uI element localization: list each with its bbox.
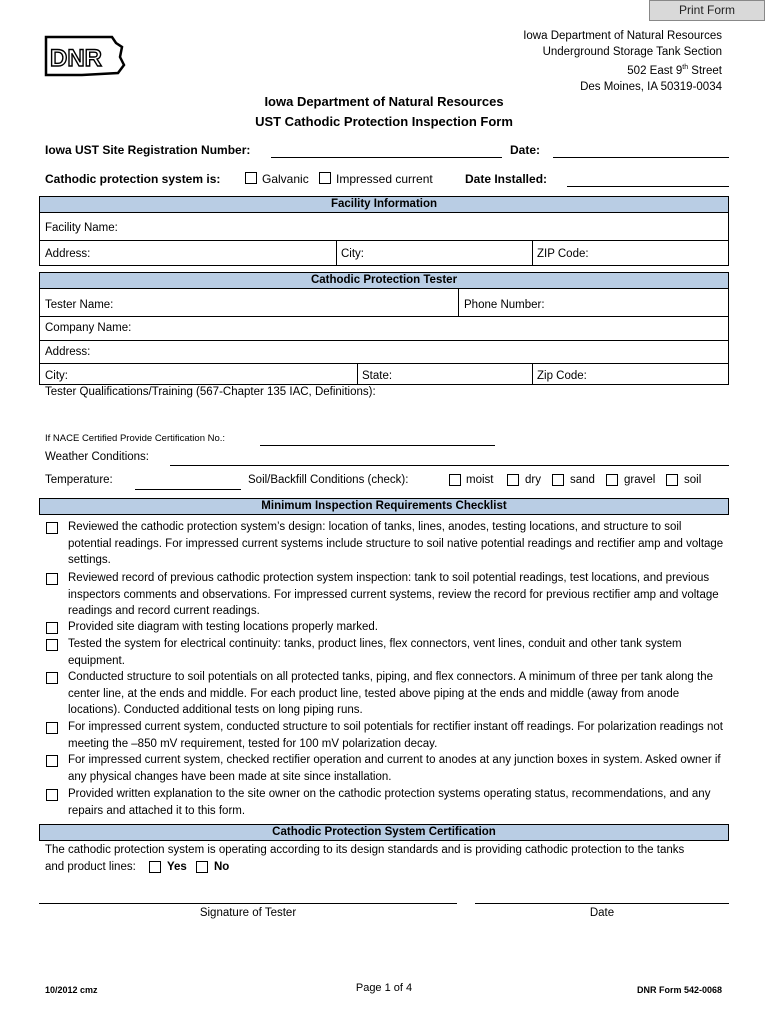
signature-field[interactable] xyxy=(39,903,457,904)
checklist-section-header: Minimum Inspection Requirements Checklist xyxy=(39,498,729,515)
impressed-current-label: Impressed current xyxy=(336,172,433,186)
date-label: Date: xyxy=(510,143,541,157)
date-installed-label: Date Installed: xyxy=(465,172,548,186)
checklist-item: Provided site diagram with testing locations properly marked. xyxy=(68,621,379,633)
gravel-checkbox[interactable] xyxy=(606,474,618,486)
divider xyxy=(39,340,729,341)
checklist-item: Reviewed record of previous cathodic protection system inspection: tank to soil potential readings, test locations, and previous inspectors comments and observations. For impressed current systems, review the record for previous rectifier amp and voltage readings and record current readings. xyxy=(68,572,719,617)
nace-field[interactable] xyxy=(260,445,495,446)
checklist-checkbox[interactable] xyxy=(46,755,58,767)
facility-zip-label: ZIP Code: xyxy=(537,248,589,260)
certification-section-header: Cathodic Protection System Certification xyxy=(39,824,729,841)
dry-label: dry xyxy=(525,474,541,486)
footer-form-number: DNR Form 542-0068 xyxy=(636,985,722,995)
tester-name-label: Tester Name: xyxy=(45,299,114,311)
registration-label: Iowa UST Site Registration Number: xyxy=(45,143,251,157)
date-installed-field[interactable] xyxy=(567,186,729,187)
address-line-1: Iowa Department of Natural Resources xyxy=(523,30,722,42)
checklist-item: For impressed current system, checked rectifier operation and current to anodes at any junction boxes in system. Asked owner if any physical changes have been made at site since installation. xyxy=(68,754,721,783)
temperature-label: Temperature: xyxy=(45,474,113,486)
date-field[interactable] xyxy=(553,157,729,158)
tester-address-label: Address: xyxy=(45,346,91,358)
dnr-logo xyxy=(42,33,126,79)
logo-text: DNR xyxy=(50,45,102,72)
address-line-4: Des Moines, IA 50319-0034 xyxy=(580,80,722,93)
weather-label: Weather Conditions: xyxy=(45,451,149,463)
temperature-field[interactable] xyxy=(135,489,241,490)
checklist-item: Conducted structure to soil potentials on all protected tanks, piping, and flex connectors. A minimum of three per tank along the center line, at the ends and middle. For each product line, tested above piping at the ends and middle (away from anode locations). Conducted additional tests on long piping runs. xyxy=(68,671,714,716)
divider xyxy=(532,240,533,266)
page-number: Page 1 of 4 xyxy=(355,982,413,994)
agency-address xyxy=(523,28,722,95)
tester-city-label: City: xyxy=(45,370,68,382)
no-checkbox[interactable] xyxy=(196,861,208,873)
tester-phone-label: Phone Number: xyxy=(464,299,545,311)
divider xyxy=(357,363,358,385)
checklist-item: Reviewed the cathodic protection system’s design: location of tanks, lines, anodes, testing locations, and structure to soil potential readings. For impressed current systems include structure to soil native potential readings and rectifier amp and voltage settings. xyxy=(68,521,724,566)
signature-date-field[interactable] xyxy=(475,903,729,904)
soil-label: Soil/Backfill Conditions (check): xyxy=(248,474,409,486)
form-title-line-1: Iowa Department of Natural Resources xyxy=(264,94,504,109)
checklist-checkbox[interactable] xyxy=(46,722,58,734)
tester-state-label: State: xyxy=(362,370,393,382)
sand-checkbox[interactable] xyxy=(552,474,564,486)
no-label: No xyxy=(214,861,230,873)
facility-section-header: Facility Information xyxy=(39,196,729,213)
tester-section-header: Cathodic Protection Tester xyxy=(39,272,729,289)
checklist-checkbox[interactable] xyxy=(46,622,58,634)
nace-label: If NACE Certified Provide Certification No.: xyxy=(45,433,226,444)
checklist-checkbox[interactable] xyxy=(46,639,58,651)
checklist-checkbox[interactable] xyxy=(46,789,58,801)
certification-statement-2: and product lines: xyxy=(45,861,136,873)
signature-date-label: Date xyxy=(589,907,615,919)
facility-city-label: City: xyxy=(341,248,364,260)
yes-checkbox[interactable] xyxy=(149,861,161,873)
divider xyxy=(39,316,729,317)
checklist-checkbox[interactable] xyxy=(46,573,58,585)
divider xyxy=(39,240,729,241)
checklist-item: For impressed current system, conducted structure to soil potentials for rectifier instant off readings. For polarization readings not meeting the –850 mV requirement, tested for 100 mV polarization decay. xyxy=(68,721,723,750)
divider xyxy=(532,363,533,385)
form-title-line-2: UST Cathodic Protection Inspection Form xyxy=(255,114,513,129)
address-line-3: 502 East 9th Street xyxy=(627,64,722,77)
soil-option-label: soil xyxy=(684,474,702,486)
facility-table xyxy=(39,212,729,266)
impressed-current-checkbox[interactable] xyxy=(319,172,331,184)
system-type-label: Cathodic protection system is: xyxy=(45,172,221,186)
gravel-label: gravel xyxy=(624,474,656,486)
soil-checkbox[interactable] xyxy=(666,474,678,486)
checklist-item: Tested the system for electrical continuity: tanks, product lines, flex connectors, vent lines, conduit and other tank system equipment. xyxy=(68,638,682,667)
moist-checkbox[interactable] xyxy=(449,474,461,486)
divider xyxy=(458,288,459,316)
address-line-2: Underground Storage Tank Section xyxy=(542,46,722,58)
checklist-item: Provided written explanation to the site owner on the cathodic protection systems operating status, recommendations, and any repairs and attached it to this form. xyxy=(68,788,711,817)
divider xyxy=(39,363,729,364)
sand-label: sand xyxy=(570,474,595,486)
checklist-checkbox[interactable] xyxy=(46,522,58,534)
tester-company-label: Company Name: xyxy=(45,322,132,334)
facility-name-label: Facility Name: xyxy=(45,222,118,234)
footer-revision: 10/2012 cmz xyxy=(45,985,98,995)
divider xyxy=(336,240,337,266)
yes-label: Yes xyxy=(167,861,187,873)
tester-zip-label: Zip Code: xyxy=(537,370,587,382)
registration-field[interactable] xyxy=(271,157,502,158)
qualifications-label: Tester Qualifications/Training (567-Chapter 135 IAC, Definitions): xyxy=(45,386,376,398)
checklist-checkbox[interactable] xyxy=(46,672,58,684)
moist-label: moist xyxy=(466,474,494,486)
weather-field[interactable] xyxy=(170,465,729,466)
dry-checkbox[interactable] xyxy=(507,474,519,486)
facility-address-label: Address: xyxy=(45,248,91,260)
print-form-button[interactable]: Print Form xyxy=(649,0,765,21)
certification-statement: The cathodic protection system is operating according to its design standards and is providing cathodic protection to the tanks xyxy=(45,844,685,856)
signature-label: Signature of Tester xyxy=(199,907,297,919)
galvanic-label: Galvanic xyxy=(262,172,309,186)
galvanic-checkbox[interactable] xyxy=(245,172,257,184)
